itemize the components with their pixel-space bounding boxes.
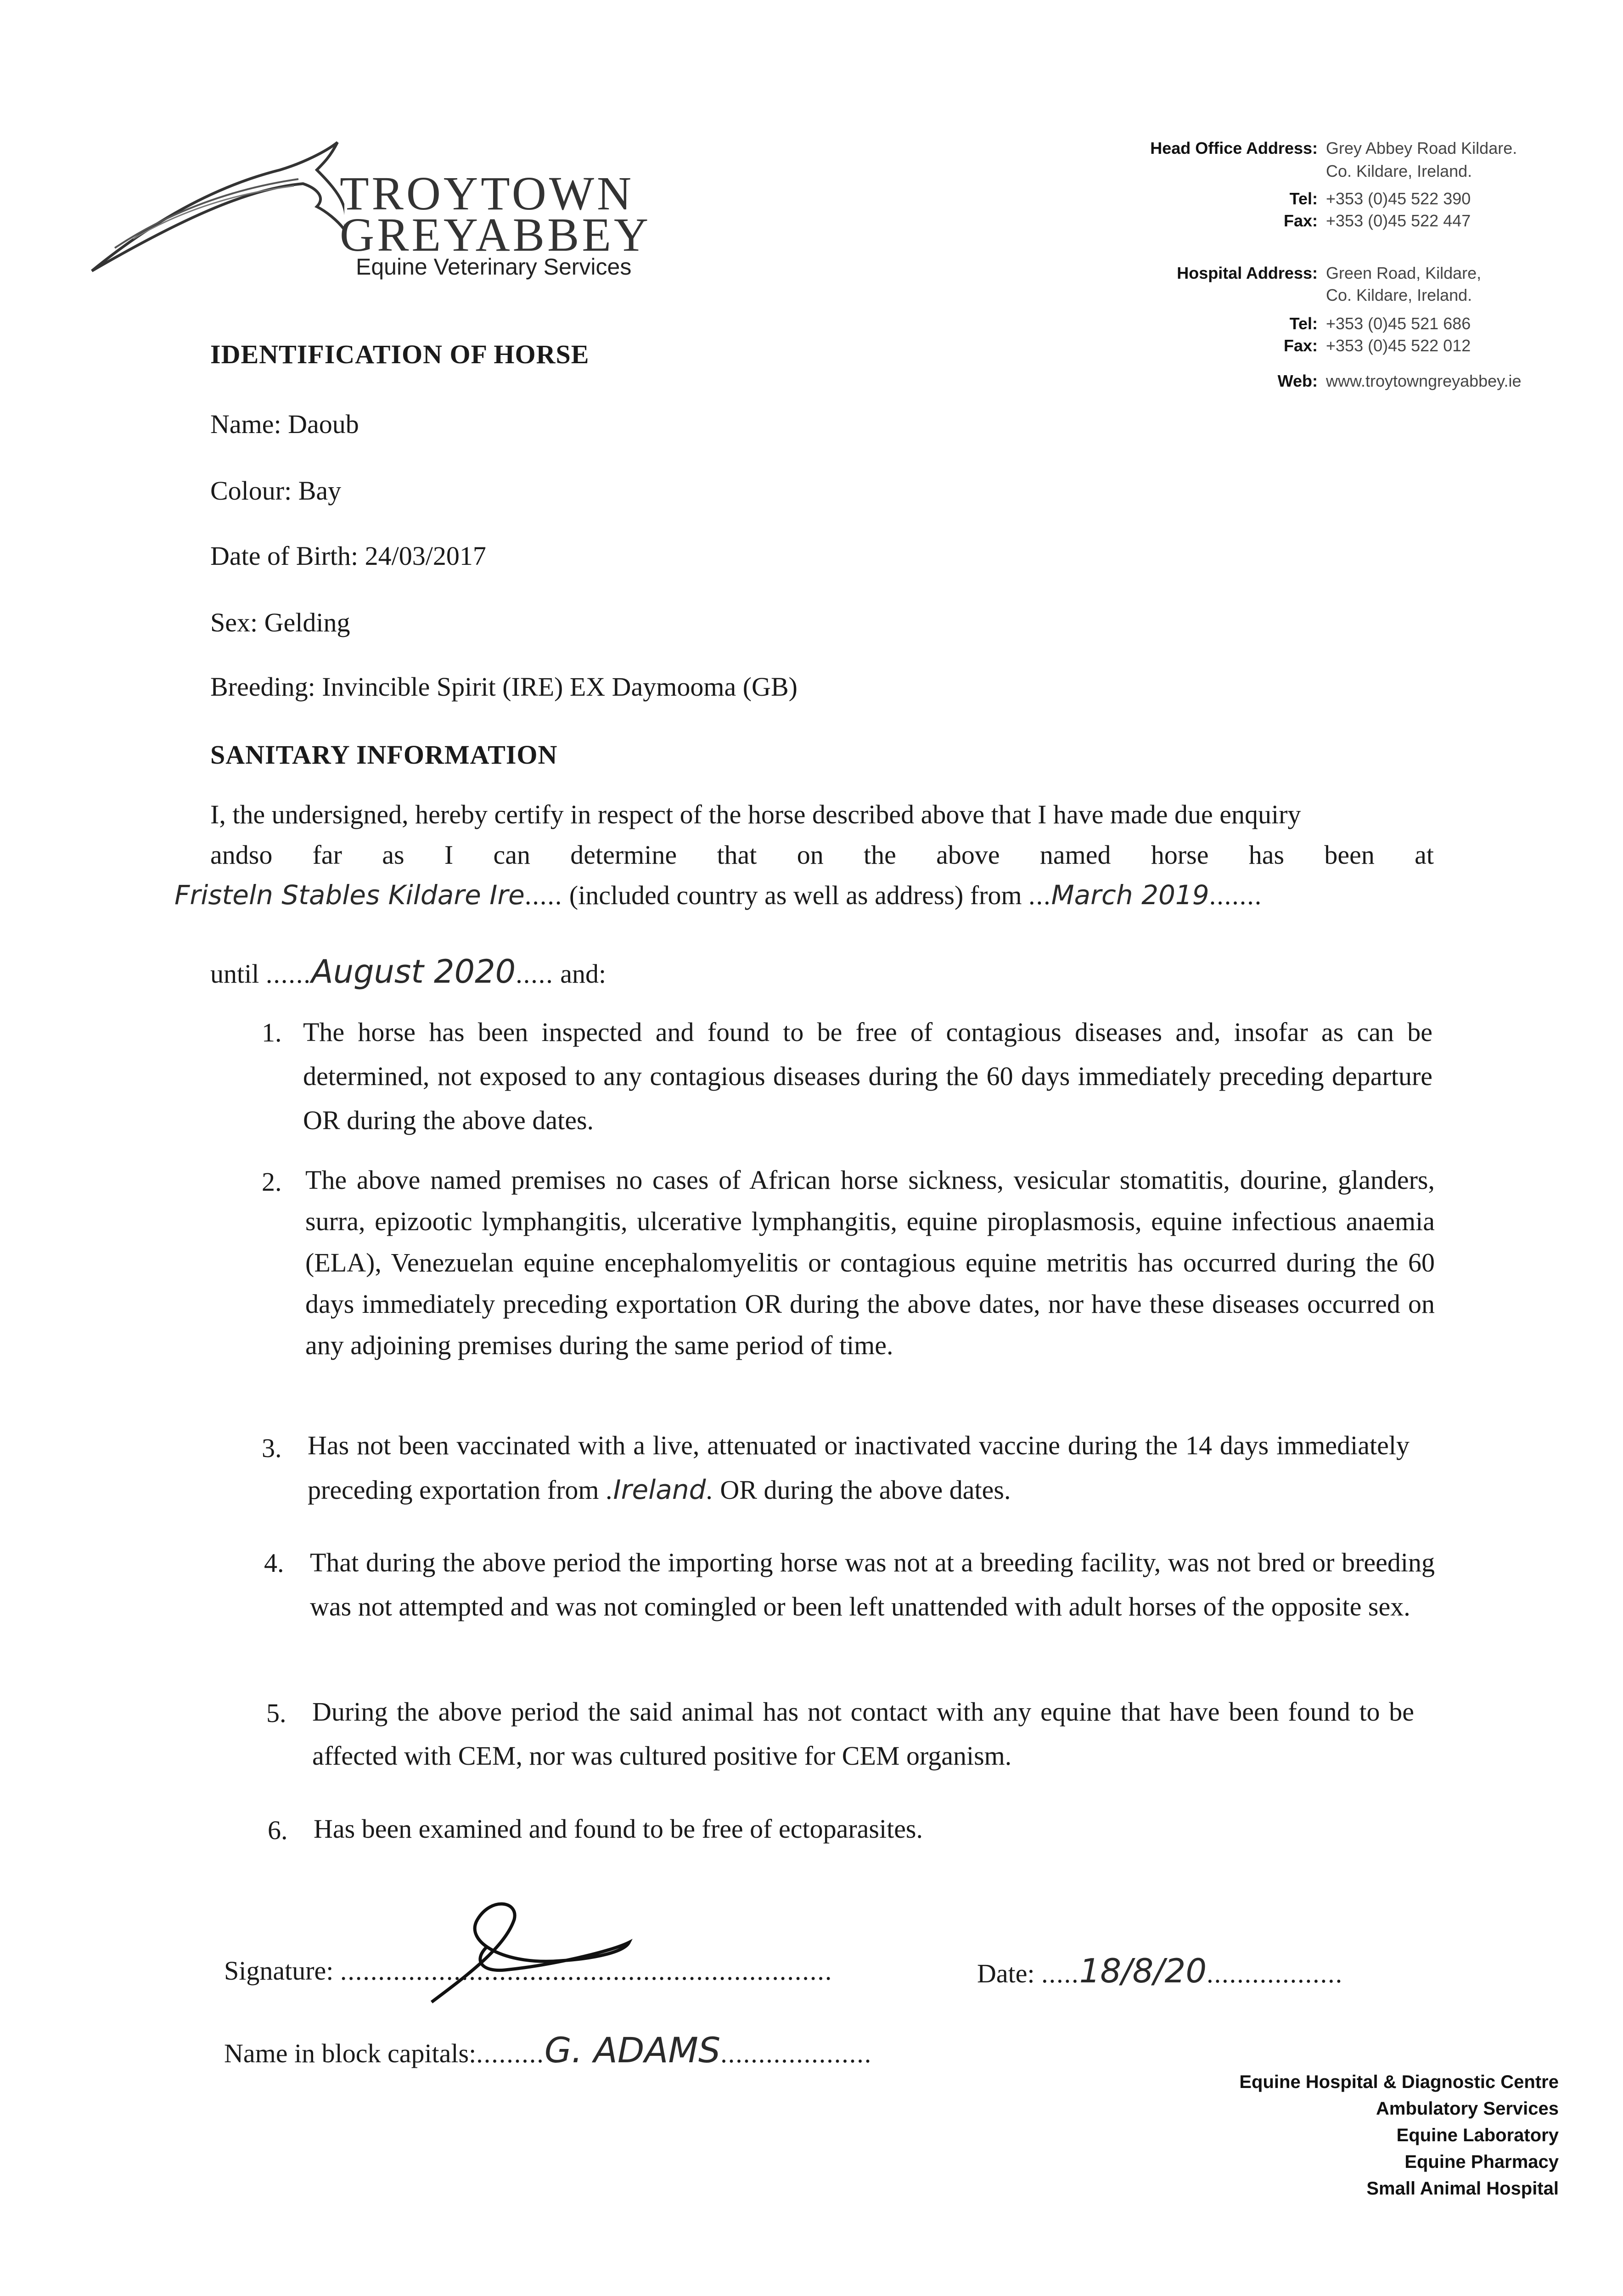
sanitary-intro-line-1: I, the undersigned, hereby certify in respect of the horse described above that I have made due enquiry [210,799,1301,829]
item-6-number: 6. [268,1815,288,1845]
signature-label: Signature: [224,1956,334,1986]
identification-heading: IDENTIFICATION OF HORSE [210,339,590,369]
until-line: until ......August 2020..... and: [210,953,607,990]
web-link[interactable]: www.troytowngreyabbey.ie [1326,371,1522,390]
premises-handwritten: Fristeln Stables Kildare Ire [174,879,525,911]
horse-colour: Colour: Bay [210,476,342,506]
item-5-text: During the above period the said animal has not contact with any equine that have been found to be affected with CEM, nor was cultured positive for CEM organism. [312,1697,1414,1771]
item-5-number: 5. [266,1698,286,1728]
footer-line-3: Equine Laboratory [1396,2125,1559,2145]
head-fax-label: Fax: [1283,211,1318,230]
head-office-address-line-1: Grey Abbey Road Kildare. [1326,139,1517,158]
item-4-number: 4. [264,1548,284,1578]
and-label: and: [560,959,607,989]
head-tel: +353 (0)45 522 390 [1326,189,1471,208]
premises-line: Fristeln Stables Kildare Ire..... (included country as well as address) from ...March 2019....... [174,879,1263,911]
logo-tagline: Equine Veterinary Services [356,254,632,280]
block-name-handwritten: G. ADAMS [544,2030,721,2071]
horse-date-of-birth: Date of Birth: 24/03/2017 [210,541,486,571]
footer-line-4: Equine Pharmacy [1404,2152,1559,2172]
hospital-fax-label: Fax: [1283,336,1318,355]
horse-name: Name: Daoub [210,409,359,439]
date-label: Date: [977,1958,1035,1988]
signature-line: Signature: ................................................................. [224,1956,833,1986]
date-handwritten: 18/8/20 [1079,1952,1207,1990]
horse-sex: Sex: Gelding [210,608,350,637]
web-label: Web: [1277,371,1318,390]
logo [87,138,666,285]
item-3-text: Has not been vaccinated with a live, attenuated or inactivated vaccine during the 14 days immediately preceding exportation from .Ireland. OR during the above dates. [308,1430,1410,1505]
item-1-text: The horse has been inspected and found to be free of contagious diseases and, insofar as can be determined, not exposed to any contagious diseases during the 60 days immediately preceding departure OR during the above dates. [303,1017,1432,1135]
footer-line-5: Small Animal Hospital [1366,2178,1559,2199]
block-name-line: Name in block capitals:.........G. ADAMS.................... [224,2030,872,2071]
head-fax: +353 (0)45 522 447 [1326,211,1471,230]
until-label: until [210,959,259,989]
hospital-address-line-2: Co. Kildare, Ireland. [1326,286,1472,304]
footer-line-1: Equine Hospital & Diagnostic Centre [1239,2072,1559,2092]
item-4-text: That during the above period the importing horse was not at a breeding facility, was not bred or breeding was not attempted and was not comingled or been left unattended with adult horses of the opposite sex. [310,1548,1435,1621]
item-1-number: 1. [262,1018,282,1047]
hospital-fax: +353 (0)45 522 012 [1326,336,1471,355]
logo-line-1: TROYTOWN [340,167,635,220]
sanitary-intro-line-2: andso far as I can determine that on the above named horse has been at [210,840,1434,870]
date-line: Date: .....18/8/20.................. [977,1952,1343,1990]
hospital-tel: +353 (0)45 521 686 [1326,314,1471,333]
logo-line-2: GREYABBEY [340,208,651,261]
item-3-number: 3. [262,1433,282,1463]
horse-breeding: Breeding: Invincible Spirit (IRE) EX Daymooma (GB) [210,672,797,702]
signature-scribble-icon [413,1892,643,2011]
export-country-handwritten: Ireland [613,1474,706,1505]
item-2-number: 2. [262,1167,282,1197]
hospital-tel-label: Tel: [1289,314,1318,333]
head-office-label: Head Office Address: [1150,139,1318,158]
hospital-label: Hospital Address: [1177,264,1318,282]
sanitary-heading: SANITARY INFORMATION [210,740,558,770]
head-office-address-line-2: Co. Kildare, Ireland. [1326,162,1472,180]
from-date-handwritten: March 2019 [1051,879,1209,911]
footer-line-2: Ambulatory Services [1376,2099,1559,2119]
footer-services [1239,2069,1559,2202]
block-name-label: Name in block capitals: [224,2038,477,2068]
item-6-text: Has been examined and found to be free of ectoparasites. [314,1814,923,1844]
head-tel-label: Tel: [1289,189,1318,208]
horse-head-logo-icon [87,138,344,276]
hospital-address-line-1: Green Road, Kildare, [1326,264,1482,282]
until-date-handwritten: August 2020 [311,953,516,990]
premises-suffix: (included country as well as address) from [569,880,1022,910]
item-2-text: The above named premises no cases of African horse sickness, vesicular stomatitis, dourine, glanders, surra, epizootic lymphangitis, ulcerative lymphangitis, equine piroplasmosis, equine infectious anaemia (ELA), Venezuelan equine encephalomyelitis or contagious equine metritis has occurred during the 60 days immediately preceding exportation OR during the above dates, nor have these diseases occurred on any adjoining premises during the same period of time. [305,1165,1435,1360]
